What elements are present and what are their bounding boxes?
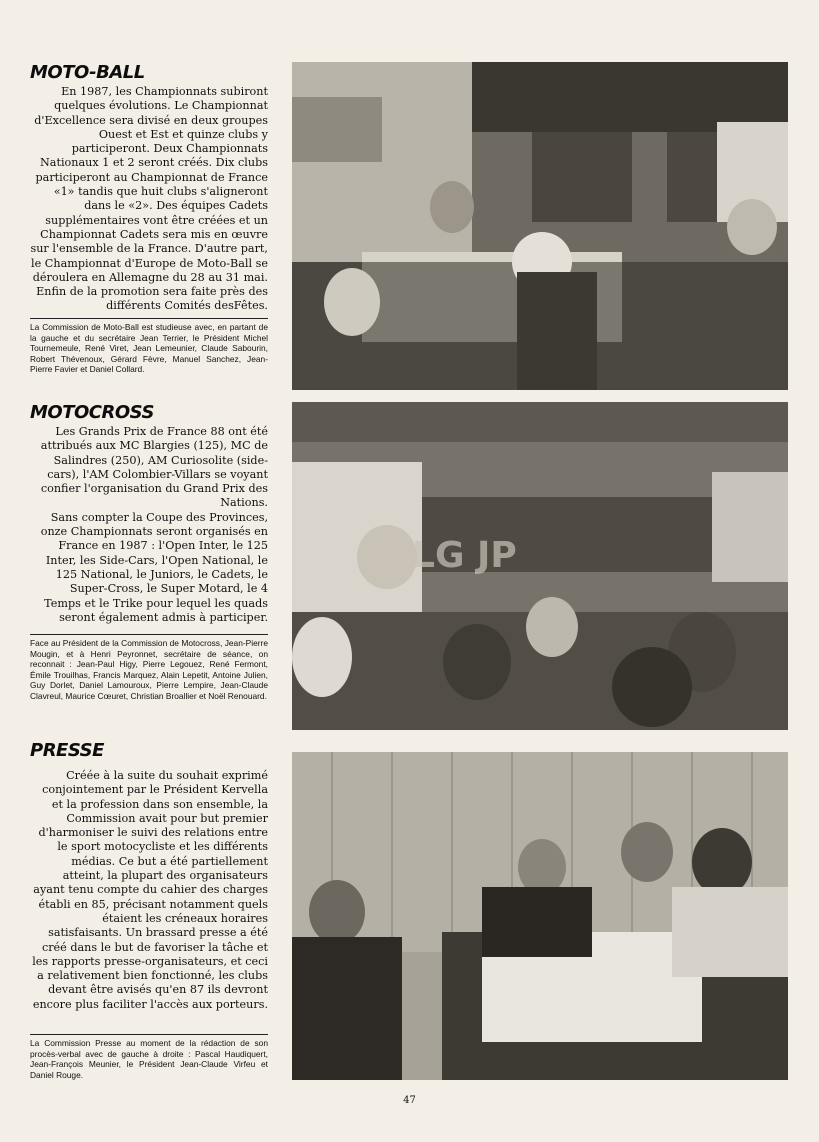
motoball-photo bbox=[292, 62, 788, 390]
presse-photo bbox=[292, 752, 788, 1080]
motoball-paragraph: En 1987, les Championnats subiront quelques évolutions. Le Championnat d'Excellence sera divisé en deux groupes Ouest et Est et quinze clubs y participeront. Deux Championnats Nationaux 1 et 2 seront créés. Dix clubs participeront au Championnat de France «1» tandis que huit clubs s'aligneront dans le «2». Des équipes Cadets supplémentaires vont être créées et un Championnat Cadets sera mis en œuvre sur l'ensemble de la France. D'autre part, le Championnat d'Europe de Moto-Ball se déroulera en Allemagne du 28 au 31 mai. bbox=[30, 85, 268, 284]
motoball-section bbox=[30, 62, 268, 314]
motocross-paragraph: Sans compter la Coupe des Provinces, onze Championnats seront organisés en France en 1987 : l'Open Inter, le 125 Inter, les Side-Cars, l'Open National, le 125 National, le Juniors, le Cadets, le Super-Cross, le Super Motard, le 4 Temps et le Trike pour lequel les quads seront également admis à participer. bbox=[40, 510, 268, 624]
motoball-caption: La Commission de Moto-Ball est studieuse avec, en partant de la gauche et du secrétaire Jean Terrier, le Président Michel Tournemeule, René Viret, Jean Lemeunier, Claude Sabourin, Robert Thévenoux, Gérard Fèvre, Manuel Sanchez, Jean-Pierre Favier et Daniel Collard. bbox=[30, 318, 268, 375]
presse-caption: La Commission Presse au moment de la rédaction de son procès-verbal avec de gauche à droite : Pascal Haudiquert, Jean-François Meunier, le Président Jean-Claude Virfeu et Daniel Rouge. bbox=[30, 1034, 268, 1080]
motoball-body bbox=[30, 85, 268, 314]
motocross-paragraph: Les Grands Prix de France 88 ont été attribués aux MC Blargies (125), MC de Salindres (250), AM Curiosolite (side-cars), l'AM Colombier-Villars se voyant confier l'organisation du Grand Prix des Nations. bbox=[40, 425, 268, 510]
presse-body bbox=[30, 769, 268, 1012]
presse-paragraph: Créée à la suite du souhait exprimé conjointement par le Président Kervella et la profession dans son ensemble, la Commission avait pour but premier d'harmoniser le suivi des relations entre le sport motocycliste et les différents médias. Ce but a été partiellement atteint, la plupart des organisateurs ayant tenu compte du cahier des charges établi en 85, précisant notamment quels étaient les créneaux horaires satisfaisants. Un brassard presse a été créé dans le but de favoriser la tâche et les rapports presse-organisateurs, et ceci a relativement bien fonctionné, les clubs devant être avisés qu'en 87 ils devront encore plus faciliter l'accès aux porteurs. bbox=[32, 769, 268, 1011]
presse-section bbox=[30, 740, 268, 1012]
photo-watermark: LG JP bbox=[412, 535, 517, 576]
page-number: 47 bbox=[403, 1095, 416, 1106]
motocross-body bbox=[30, 425, 268, 625]
motocross-heading: MOTOCROSS bbox=[30, 402, 154, 423]
motoball-heading: MOTO-BALL bbox=[30, 62, 145, 83]
motocross-caption: Face au Président de la Commission de Motocross, Jean-Pierre Mougin, et à Henri Peyronnet, secrétaire de séance, on reconnait : Jean-Paul Higy, Pierre Legouez, René Fermont, Émile Trouilhas, Francis Marquez, Alain Lepetit, Antoine Julien, Guy Dorlet, Daniel Lamouroux, Pierre Lempire, Jean-Claude Clavreul, Maurice Cœuret, Christian Broallier et Noël Renouard. bbox=[30, 634, 268, 701]
motocross-section bbox=[30, 402, 268, 625]
motocross-photo bbox=[292, 402, 788, 730]
motoball-paragraph: Enfin de la promotion sera faite près des différents Comités desFêtes. bbox=[36, 285, 268, 313]
presse-heading: PRESSE bbox=[30, 740, 104, 761]
